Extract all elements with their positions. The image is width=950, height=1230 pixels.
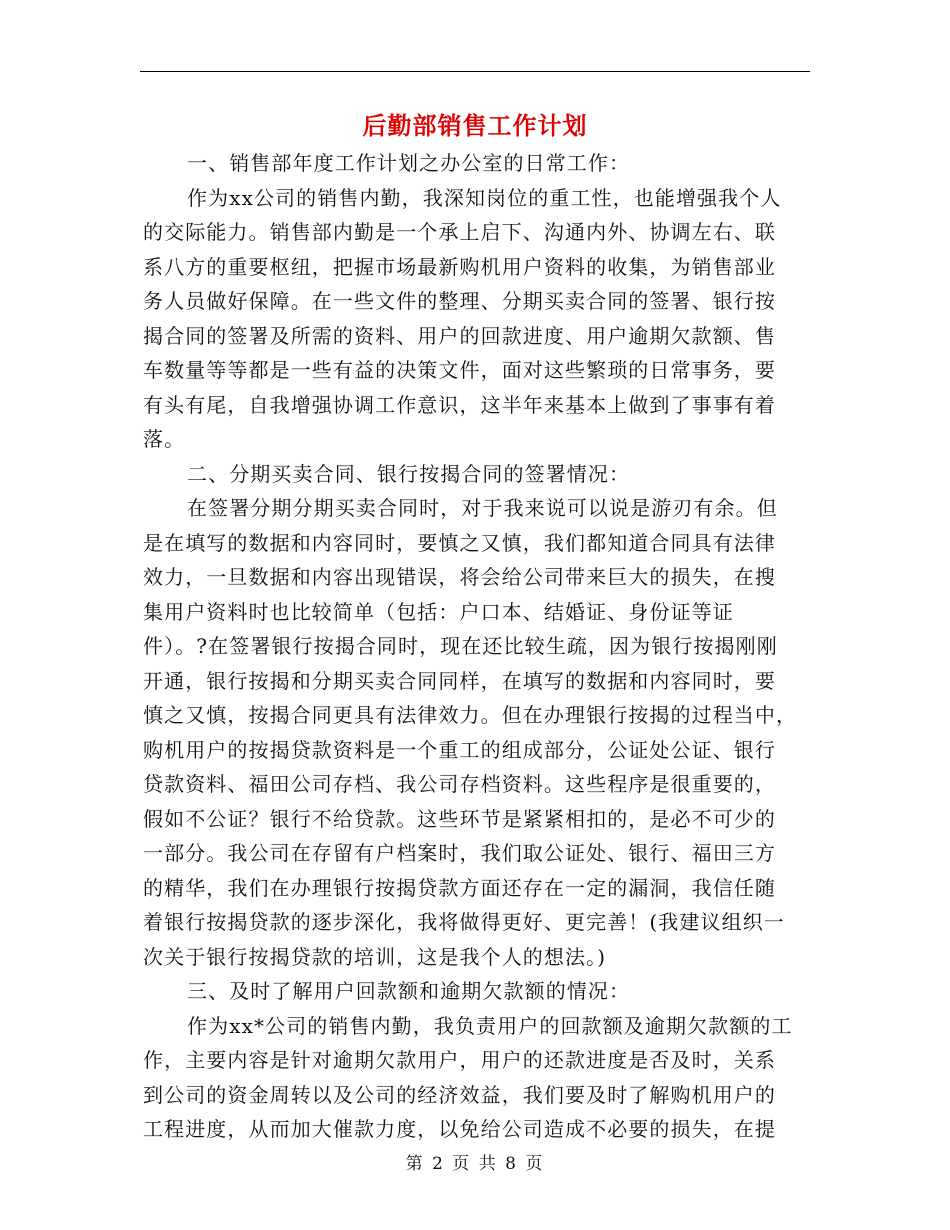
- text-line: 作，主要内容是针对逾期欠款用户，用户的还款进度是否及时，关系: [143, 1048, 776, 1072]
- text-line: 着银行按揭贷款的逐步深化，我将做得更好、更完善！(我建议组织一: [143, 910, 785, 934]
- text-line: 效力，一旦数据和内容出现错误，将会给公司带来巨大的损失，在搜: [143, 565, 776, 589]
- text-line: 慎之又慎，按揭合同更具有法律效力。但在办理银行按揭的过程当中，: [143, 703, 798, 727]
- text-line: 是在填写的数据和内容同时，要慎之又慎，我们都知道合同具有法律: [143, 530, 776, 555]
- text-line: 落。: [143, 427, 186, 451]
- text-line: 务人员做好保障。在一些文件的整理、分期买卖合同的签署、银行按: [143, 289, 776, 313]
- text-line: 三、及时了解用户回款额和逾期欠款额的情况：: [187, 979, 631, 1003]
- text-line: 作为xx公司的销售内勤，我深知岗位的重工性，也能增强我个人: [187, 185, 782, 210]
- text-line: 在签署分期分期买卖合同时，对于我来说可以说是游刃有余。但: [187, 496, 778, 520]
- text-line: 揭合同的签署及所需的资料、用户的回款进度、用户逾期欠款额、售: [143, 323, 776, 348]
- text-line: 的交际能力。销售部内勤是一个承上启下、沟通内外、协调左右、联: [143, 220, 776, 244]
- text-line: 到公司的资金周转以及公司的经济效益，我们要及时了解购机用户的: [143, 1082, 776, 1107]
- text-line: 作为xx*公司的销售内勤，我负责用户的回款额及逾期欠款额的工: [187, 1013, 793, 1038]
- text-line: 车数量等等都是一些有益的决策文件，面对这些繁琐的日常事务，要: [143, 358, 776, 382]
- text-line: 有头有尾，自我增强协调工作意识，这半年来基本上做到了事事有着: [143, 392, 776, 417]
- text-line: 工程进度，从而加大催款力度，以免给公司造成不必要的损失，在提: [143, 1117, 776, 1141]
- header-rule: [140, 71, 810, 72]
- text-line: 件）。?在签署银行按揭合同时，现在还比较生疏，因为银行按揭刚刚: [143, 634, 778, 658]
- document-title: 后勤部销售工作计划: [362, 111, 588, 140]
- text-line: 二、分期买卖合同、银行按揭合同的签署情况：: [187, 461, 631, 486]
- text-line: 一部分。我公司在存留有户档案时，我们取公证处、银行、福田三方: [143, 841, 776, 865]
- text-line: 系八方的重要枢纽，把握市场最新购机用户资料的收集，为销售部业: [143, 254, 776, 279]
- text-line: 次关于银行按揭贷款的培训，这是我个人的想法。): [143, 944, 607, 969]
- text-line: 的精华，我们在办理银行按揭贷款方面还存在一定的漏洞，我信任随: [143, 875, 776, 900]
- text-line: 一、销售部年度工作计划之办公室的日常工作：: [187, 151, 631, 175]
- text-line: 假如不公证？银行不给贷款。这些环节是紧紧相扣的，是必不可少的: [143, 806, 776, 831]
- text-line: 开通，银行按揭和分期买卖合同同样，在填写的数据和内容同时，要: [143, 668, 776, 693]
- text-line: 购机用户的按揭贷款资料是一个重工的组成部分，公证处公证、银行: [143, 737, 776, 762]
- document-body: [143, 146, 813, 1147]
- page-footer: 第 2 页 共 8 页: [405, 1154, 545, 1174]
- text-line: 贷款资料、福田公司存档、我公司存档资料。这些程序是很重要的，: [143, 772, 776, 796]
- text-line: 集用户资料时也比较简单（包括：户口本、结婚证、身份证等证: [143, 599, 734, 624]
